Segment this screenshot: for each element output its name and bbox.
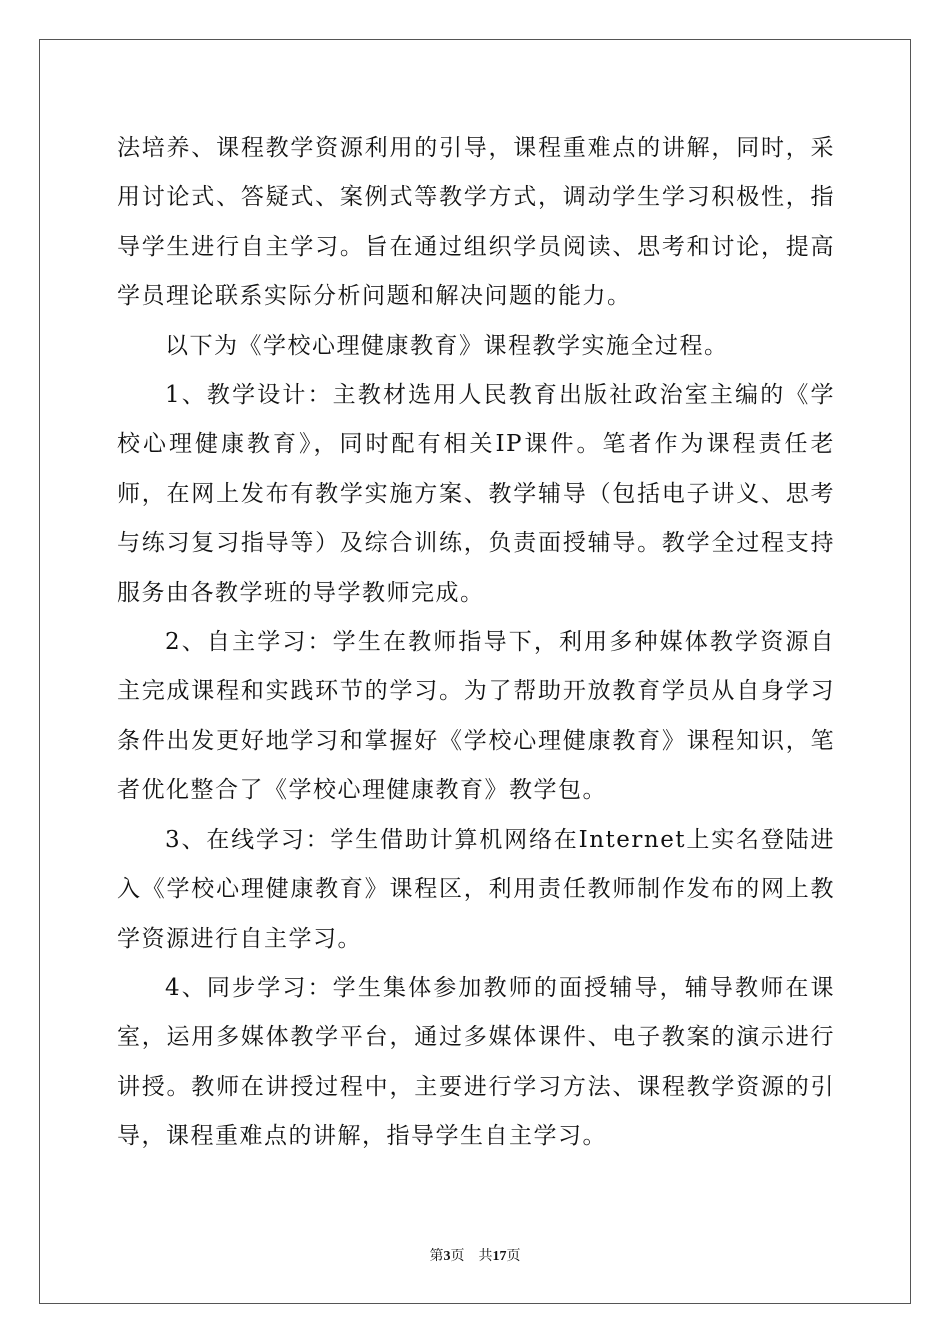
total-prefix: 共 [478, 1248, 493, 1264]
paragraph-self-study: 2、自主学习：学生在教师指导下，利用多种媒体教学资源自主完成课程和实践环节的学习。为了帮助开放教育学员从自身学习条件出发更好地学习和掌握好《学校心理健康教育》课程知识，笔者优化整合了《学校心理健康教育》教学包。 [117, 629, 835, 804]
page-prefix: 第 [429, 1248, 444, 1264]
paragraph-continuation: 法培养、课程教学资源利用的引导，课程重难点的讲解，同时，采用讨论式、答疑式、案例式等教学方式，调动学生学习积极性，指导学生进行自主学习。旨在通过组织学员阅读、思考和讨论，提高学员理论联系实际分析问题和解决问题的能力。 [117, 135, 835, 310]
page-suffix: 页 [450, 1248, 465, 1264]
paragraph-intro: 以下为《学校心理健康教育》课程教学实施全过程。 [165, 332, 729, 359]
document-body [117, 124, 835, 1162]
paragraph-teaching-design: 1、教学设计：主教材选用人民教育出版社政治室主编的《学校心理健康教育》，同时配有相关IP课件。笔者作为课程责任老师，在网上发布有教学实施方案、教学辅导（包括电子讲义、思考与练习复习指导等）及综合训练，负责面授辅导。教学全过程支持服务由各教学班的导学教师完成。 [117, 382, 835, 606]
page-footer [0, 1246, 950, 1267]
page-number: 3 [443, 1249, 451, 1264]
total-pages: 17 [492, 1249, 507, 1264]
paragraph-sync-study: 4、同步学习：学生集体参加教师的面授辅导，辅导教师在课室，运用多媒体教学平台，通过多媒体课件、电子教案的演示进行讲授。教师在讲授过程中，主要进行学习方法、课程教学资源的引导，课程重难点的讲解，指导学生自主学习。 [117, 974, 835, 1150]
total-suffix: 页 [506, 1248, 521, 1264]
paragraph-online-study: 3、在线学习：学生借助计算机网络在Internet上实名登陆进入《学校心理健康教育》课程区，利用责任教师制作发布的网上教学资源进行自主学习。 [117, 826, 835, 952]
